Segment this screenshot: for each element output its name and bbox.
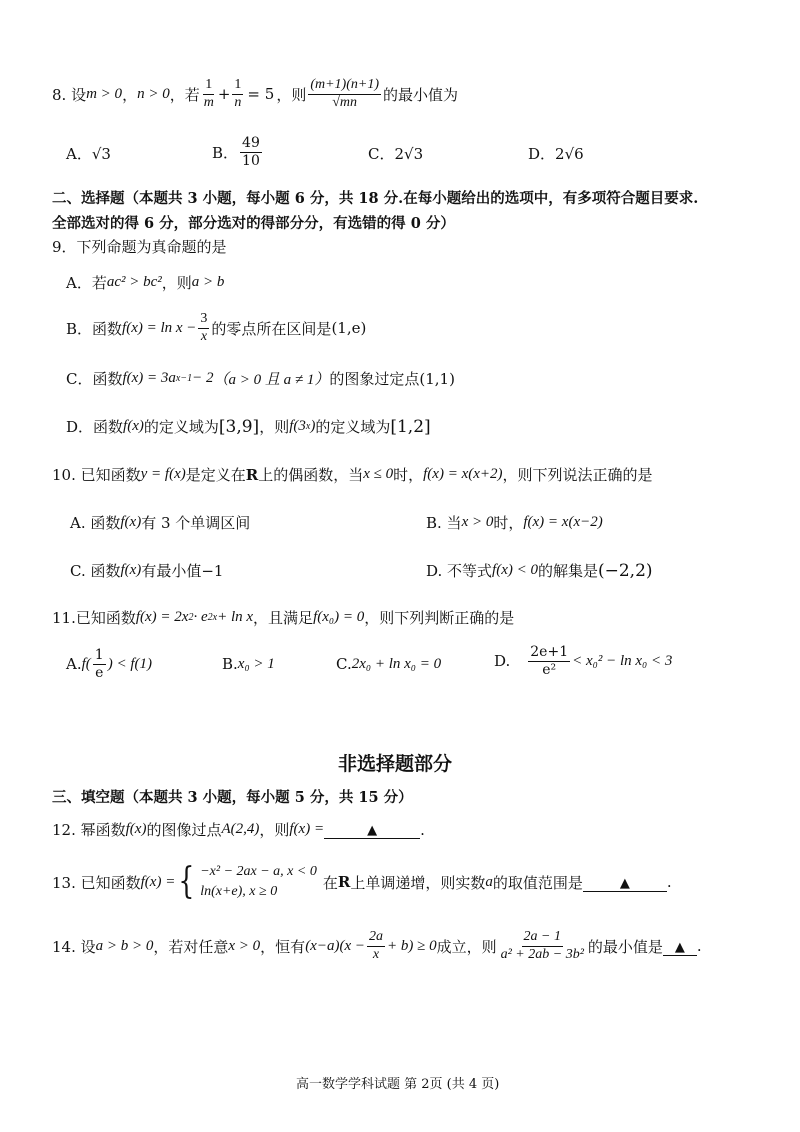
q8-frac1: $\frac{1}{m}$ bbox=[203, 77, 214, 110]
q12-text: 12. 幂函数 bbox=[52, 821, 126, 839]
q8-expr: $\frac{(m+1)(n+1)}{√mn}$ bbox=[310, 77, 379, 110]
option-math: ) < f(1) bbox=[107, 655, 152, 672]
answer-blank[interactable] bbox=[663, 937, 697, 956]
option-math: ac² > bc² bbox=[106, 274, 162, 290]
option-math: (1,e) bbox=[331, 319, 367, 338]
option-value: 2√6 bbox=[555, 144, 584, 163]
option-condition: （a > 0 且 a ≠ 1） bbox=[213, 372, 330, 388]
q13-text: 的取值范围是 bbox=[492, 873, 583, 892]
q14-frac: $\frac{2a}{x}$ bbox=[368, 929, 383, 962]
option-math: x₀ > 1 bbox=[237, 655, 275, 672]
q11-text: 11.已知函数 bbox=[52, 609, 136, 627]
q8-text: 8. 设 bbox=[52, 85, 87, 104]
q10-option-a bbox=[70, 512, 250, 533]
q12-stem bbox=[52, 819, 425, 840]
option-label: C．函数 bbox=[66, 370, 123, 388]
q8-option-b bbox=[212, 136, 264, 168]
option-math: < x₀² − ln x₀ < 3 bbox=[572, 652, 673, 669]
answer-marker-icon: ▲ bbox=[674, 939, 685, 955]
option-math: f(x) bbox=[120, 514, 142, 530]
q13-real-set: R bbox=[337, 873, 351, 892]
option-frac: $\frac{1}{e}$ bbox=[94, 647, 104, 681]
option-math: f(x) = 3a bbox=[122, 370, 176, 386]
option-math: [1,2] bbox=[390, 416, 431, 437]
option-text: ，则 bbox=[161, 274, 192, 292]
option-math: 2x₀ + ln x₀ = 0 bbox=[351, 655, 442, 672]
q11-math: + ln x bbox=[217, 609, 254, 625]
q11-option-c bbox=[336, 655, 441, 673]
option-math: (−2,2) bbox=[597, 560, 653, 581]
q13-text: 上单调递增，则实数 bbox=[350, 873, 486, 892]
option-frac: $\frac{2e+1}{\text{e²}}$ bbox=[530, 644, 569, 678]
q10-math: f(x) = x(x+2) bbox=[423, 466, 503, 482]
q13-case-1: −x² − 2ax − a, x < 0 bbox=[200, 864, 317, 879]
option-label: B. 当 bbox=[426, 514, 462, 532]
q9-stem: 9．下列命题为真命题的是 bbox=[52, 238, 227, 256]
section2-heading-line2: 全部选对的得 6 分，部分选对的得部分分，有选错的得 0 分） bbox=[52, 215, 455, 232]
q14-text: ，恒有 bbox=[260, 937, 306, 956]
q14-math: a > b > 0 bbox=[95, 937, 154, 954]
answer-blank[interactable] bbox=[324, 820, 420, 839]
q10-text: 10. 已知函数 bbox=[52, 466, 141, 484]
q8-text: ，则 bbox=[276, 85, 307, 104]
option-label: C. 函数 bbox=[70, 562, 121, 580]
option-math: f(3 bbox=[289, 418, 306, 434]
option-label: D． bbox=[528, 145, 556, 163]
q11-text: ，且满足 bbox=[253, 609, 314, 627]
q11-math: f(x₀) = 0 bbox=[313, 609, 365, 625]
q8-cond1: m > 0 bbox=[86, 85, 123, 102]
option-label: A．若 bbox=[66, 274, 107, 292]
option-text: 的图象过定点 bbox=[329, 370, 420, 388]
q8-text: ，若 bbox=[169, 85, 200, 104]
option-frac: $\frac{49}{10}$ bbox=[242, 135, 260, 169]
q11-text: ，则下列判断正确的是 bbox=[364, 609, 515, 627]
q10-stem bbox=[52, 464, 653, 485]
q8-option-c bbox=[368, 143, 423, 164]
q10-text: 是定义在 bbox=[185, 466, 246, 484]
section3-heading: 三、填空题（本题共 3 小题，每小题 5 分，共 15 分） bbox=[52, 789, 413, 806]
q11-option-b bbox=[222, 655, 275, 673]
option-math: a > b bbox=[191, 274, 225, 290]
option-math: (1,1) bbox=[419, 369, 455, 388]
option-label: D. 不等式 bbox=[426, 562, 493, 580]
q11-math: f(x) = 2x bbox=[135, 609, 189, 625]
q9-option-a bbox=[66, 272, 224, 293]
option-math: f(x) bbox=[120, 562, 142, 578]
q14-expr: $\frac{2a - 1}{\text{a² + 2ab − 3b²}}$ bbox=[500, 929, 584, 962]
option-math: − 2 bbox=[192, 370, 214, 386]
q11-option-d bbox=[494, 645, 672, 677]
q9-option-d bbox=[66, 416, 431, 437]
answer-blank[interactable] bbox=[583, 873, 667, 892]
option-label: D．函数 bbox=[66, 418, 124, 436]
q14-text: 成立，则 bbox=[436, 937, 497, 956]
q10-math: x ≤ 0 bbox=[363, 466, 394, 482]
q13-math: f(x) = bbox=[140, 873, 176, 890]
q13-piecewise bbox=[175, 862, 317, 903]
q11-exponent: 2 bbox=[188, 612, 194, 623]
q14-stem bbox=[52, 930, 702, 962]
option-math: ) bbox=[310, 418, 316, 434]
option-value: √3 bbox=[91, 144, 111, 163]
q13-math: a bbox=[485, 873, 493, 890]
option-text: 的定义域为 bbox=[315, 418, 391, 436]
q10-option-b bbox=[426, 512, 603, 533]
q10-text: 时， bbox=[393, 466, 424, 484]
option-exponent: x bbox=[305, 421, 311, 432]
q14-math: (x−a)(x − bbox=[305, 937, 365, 954]
q8-plus: + bbox=[217, 85, 231, 104]
q8-comma: ， bbox=[122, 85, 138, 104]
q14-text: ，若对任意 bbox=[153, 937, 229, 956]
q9-option-c bbox=[66, 368, 455, 389]
q12-text: . bbox=[420, 820, 425, 839]
option-label: C. bbox=[336, 655, 352, 673]
q13-text: 13. 已知函数 bbox=[52, 873, 141, 892]
q10-real-set: R bbox=[245, 465, 259, 484]
q14-math: + b) ≥ 0 bbox=[386, 937, 437, 954]
q12-math: f(x) bbox=[125, 821, 147, 837]
q8-option-d bbox=[528, 143, 584, 164]
q14-text: 的最小值是 bbox=[587, 937, 663, 956]
q8-frac2: $\frac{1}{n}$ bbox=[234, 77, 242, 110]
q8-eq: = 5 bbox=[247, 85, 275, 104]
option-text: 有 3 个单调区间 bbox=[141, 514, 251, 532]
option-text: 的解集是 bbox=[537, 562, 598, 580]
q12-math: f(x) = bbox=[289, 821, 325, 837]
brace-icon: { bbox=[178, 861, 195, 903]
q11-math: · e bbox=[193, 609, 208, 625]
q13-case-2: ln(x+e), x ≥ 0 bbox=[200, 884, 278, 900]
q10-option-d bbox=[426, 560, 653, 581]
option-label: B． bbox=[212, 143, 239, 162]
option-label: A. bbox=[66, 655, 82, 674]
option-math: f(x) = ln x − bbox=[122, 319, 197, 336]
option-math: f( bbox=[81, 655, 91, 672]
q11-option-a bbox=[66, 648, 152, 680]
q12-text: ，则 bbox=[259, 821, 290, 839]
q10-text: ，则下列说法正确的是 bbox=[502, 466, 653, 484]
option-frac: $\frac{3}{x}$ bbox=[200, 311, 208, 344]
q10-option-c bbox=[70, 560, 223, 581]
part-title: 非选择题部分 bbox=[338, 753, 453, 775]
option-exponent: x−1 bbox=[175, 373, 193, 384]
q8-cond2: n > 0 bbox=[137, 85, 170, 102]
option-math: [3,9] bbox=[218, 416, 260, 437]
q13-text: 在 bbox=[322, 873, 338, 892]
answer-marker-icon: ▲ bbox=[367, 823, 378, 838]
q13-stem bbox=[52, 862, 672, 903]
q10-math: y = f(x) bbox=[140, 466, 186, 482]
q11-stem bbox=[52, 607, 514, 628]
q12-math: A(2,4) bbox=[221, 821, 260, 837]
option-text: 有最小值 bbox=[141, 562, 202, 580]
option-text: ，则 bbox=[259, 418, 290, 436]
q8-option-a bbox=[66, 143, 111, 164]
section2-heading-line1: 二、选择题（本题共 3 小题，每小题 6 分，共 18 分.在每小题给出的选项中，有多项符合题目要求. bbox=[52, 190, 699, 207]
option-label: A． bbox=[66, 145, 92, 163]
option-label: B．函数 bbox=[66, 319, 123, 338]
answer-marker-icon: ▲ bbox=[619, 875, 630, 891]
option-label: B. bbox=[222, 655, 238, 673]
option-label: C． bbox=[368, 145, 395, 163]
option-label: D. bbox=[494, 652, 511, 671]
q10-text: 上的偶函数，当 bbox=[258, 466, 364, 484]
q9-option-b bbox=[66, 312, 366, 344]
option-value: 2√3 bbox=[394, 144, 424, 163]
q14-math: x > 0 bbox=[228, 937, 261, 954]
option-text: 的定义域为 bbox=[143, 418, 219, 436]
q14-text: 14. 设 bbox=[52, 937, 96, 956]
q14-text: . bbox=[696, 937, 702, 956]
page-footer: 高一数学学科试题 第 2页 (共 4 页) bbox=[296, 1077, 500, 1092]
q8-text: 的最小值为 bbox=[382, 85, 458, 104]
q8-stem bbox=[52, 78, 458, 110]
option-math: x > 0 bbox=[461, 514, 494, 530]
option-math: −1 bbox=[201, 561, 224, 580]
q12-text: 的图像过点 bbox=[146, 821, 222, 839]
option-text: 的零点所在区间是 bbox=[211, 319, 332, 338]
option-math: f(x) < 0 bbox=[492, 562, 538, 578]
option-math: f(x) = x(x−2) bbox=[523, 514, 603, 530]
option-math: f(x) bbox=[123, 418, 144, 434]
option-text: 时， bbox=[493, 514, 524, 532]
q11-exponent: 2x bbox=[207, 612, 218, 623]
q13-text: . bbox=[666, 873, 672, 892]
option-label: A. 函数 bbox=[70, 514, 121, 532]
